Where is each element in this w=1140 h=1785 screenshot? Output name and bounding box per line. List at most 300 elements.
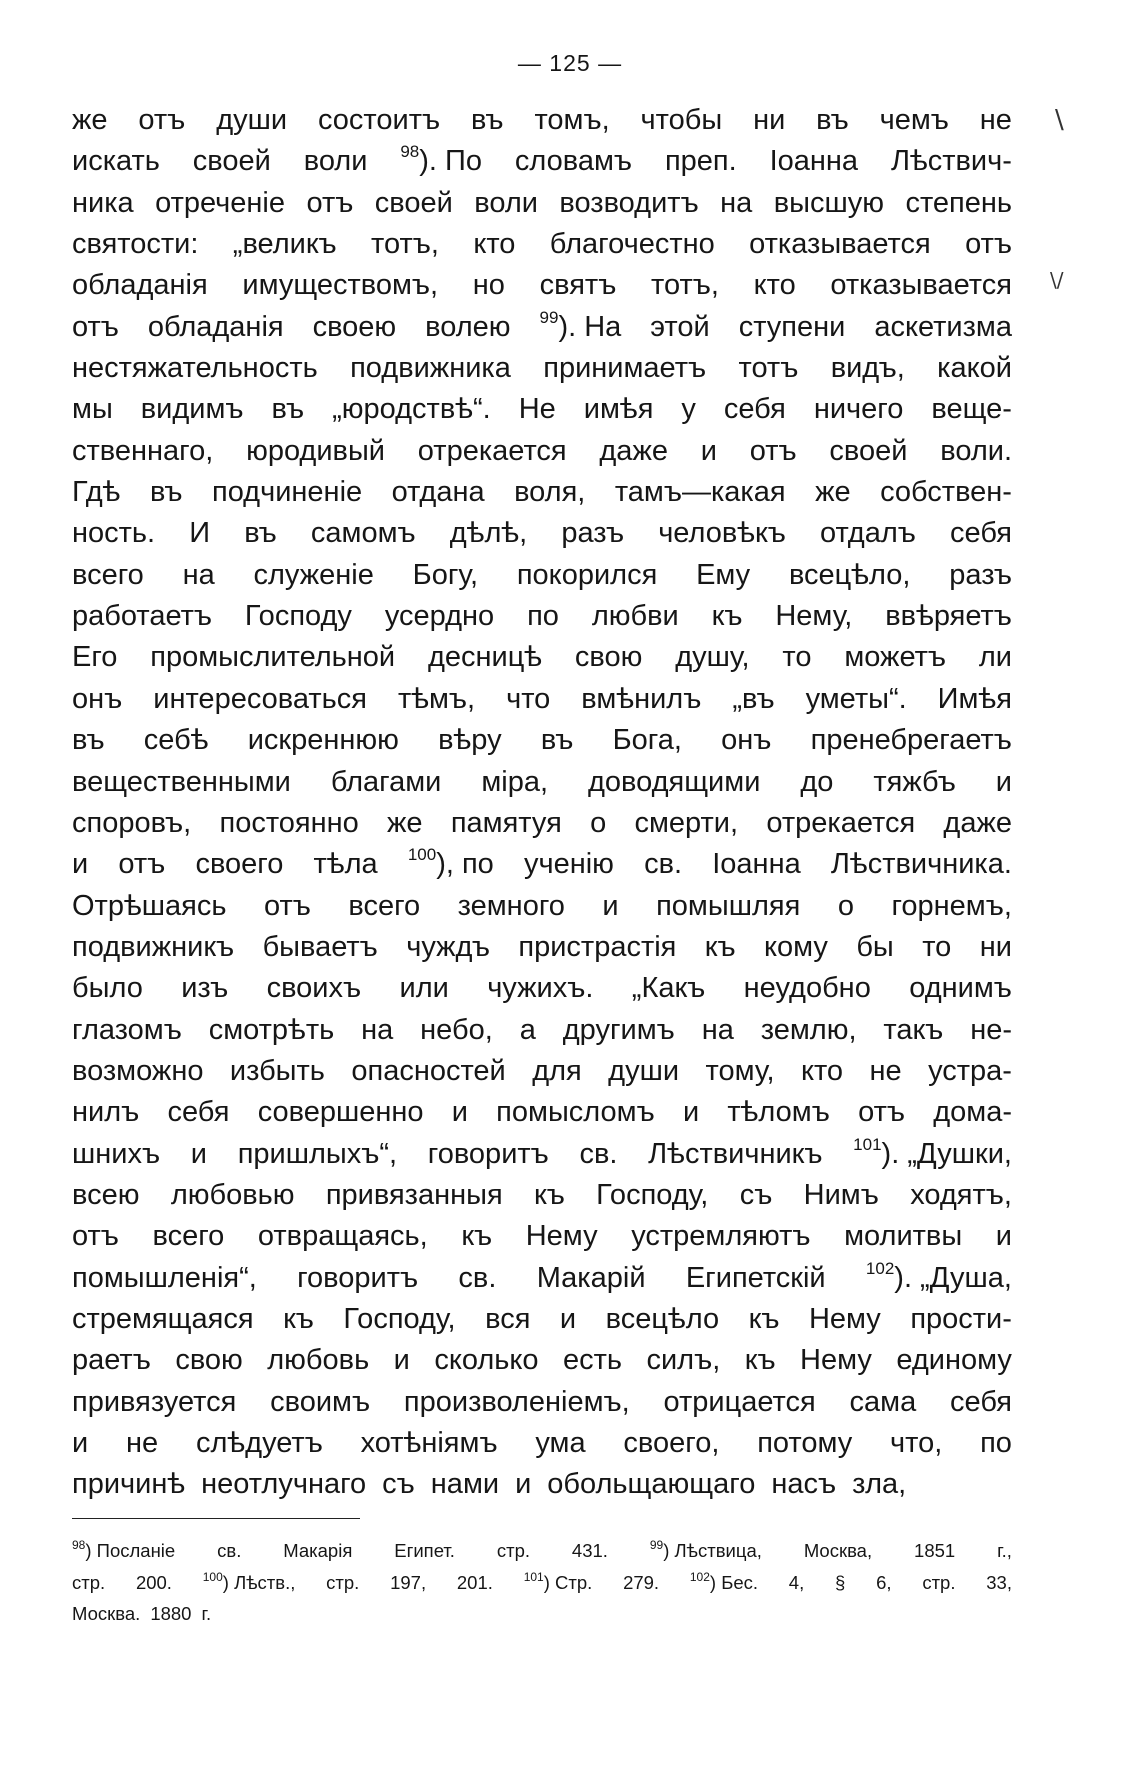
word: въ [149, 476, 183, 509]
word: себя [950, 517, 1012, 550]
word: можетъ [844, 641, 947, 674]
word: устремляютъ [631, 1220, 811, 1253]
word: разъ [949, 558, 1012, 591]
word: стр. [326, 1571, 360, 1593]
word: вся [485, 1302, 531, 1335]
word: 6, [876, 1571, 892, 1593]
word: доводящими [587, 765, 761, 798]
word: принимаетъ [543, 352, 707, 385]
word-group [408, 844, 494, 885]
word: ность. [72, 517, 156, 550]
word: Нимъ [803, 1178, 879, 1211]
word: отъ [72, 310, 119, 343]
word: и [602, 889, 619, 922]
word: тотъ, [371, 228, 439, 261]
word: ). На [558, 310, 622, 343]
body-line [72, 1051, 1012, 1092]
word: отъ [306, 186, 354, 219]
word: себя [950, 1385, 1012, 1418]
word: любовью [170, 1178, 295, 1211]
word: привязанныя [325, 1178, 503, 1211]
word: Египет. [394, 1540, 455, 1561]
word: прости- [910, 1302, 1012, 1335]
word: къ [744, 1344, 776, 1377]
word: онъ [72, 682, 123, 715]
word: однимъ [909, 972, 1012, 1005]
word: возможно [72, 1054, 204, 1087]
word: степень [905, 186, 1012, 219]
body-line [72, 803, 1012, 844]
word: до [800, 765, 834, 798]
word: св. [217, 1540, 242, 1561]
footnote-ref: 101 [853, 1134, 882, 1154]
body-line [72, 389, 1012, 430]
body-line [72, 100, 1012, 141]
word: не [979, 104, 1012, 136]
word: Нему, [775, 600, 853, 633]
word: ввѣряетъ [885, 600, 1012, 633]
word-group [400, 141, 482, 182]
word-group [650, 1535, 762, 1567]
word: души [608, 1054, 680, 1087]
word: Господу, [343, 1302, 456, 1335]
body-line [72, 1382, 1012, 1423]
body-line [72, 762, 1012, 803]
word: отказывается [749, 228, 931, 261]
word: всего [348, 889, 421, 922]
word: имѣя [583, 393, 654, 426]
word: томъ, [534, 104, 610, 136]
word: и [515, 1468, 532, 1501]
word: какой [937, 352, 1012, 385]
word: чуждъ [406, 930, 490, 963]
word: говоритъ [297, 1261, 419, 1294]
word: устра- [928, 1054, 1012, 1087]
word: въ [72, 724, 105, 757]
body-line [72, 265, 1012, 306]
word: 201. [456, 1571, 493, 1593]
word: кто [473, 228, 516, 261]
word: къ [461, 1220, 493, 1253]
word: отвращаясь, [257, 1220, 428, 1253]
word: аскетизма [874, 310, 1012, 343]
word: не [126, 1427, 159, 1459]
word: всецѣло, [788, 558, 911, 591]
word: ) Стр. [543, 1571, 593, 1593]
word: Нему [800, 1344, 872, 1377]
word: Имѣя [937, 682, 1012, 715]
word: воли. [940, 434, 1012, 467]
word: святости: [72, 228, 199, 261]
word: говоритъ [427, 1137, 549, 1170]
word: землю, [760, 1013, 857, 1046]
word: своей [829, 434, 908, 467]
footnote-ref: 102 [689, 1569, 710, 1584]
word: всецѣло [605, 1302, 720, 1335]
word: воли [303, 145, 368, 178]
word: видимъ [140, 393, 244, 426]
word: и [393, 1344, 410, 1377]
word: тѣмъ, [397, 682, 476, 715]
body-line [72, 1216, 1012, 1257]
word: Его [72, 641, 118, 674]
word: на [361, 1013, 394, 1046]
word: было [72, 972, 143, 1005]
word: Не [518, 393, 556, 426]
word: всею [72, 1178, 140, 1211]
word: возводитъ [559, 186, 699, 219]
word: нами [430, 1468, 500, 1501]
word: даже [599, 434, 668, 467]
word: по [980, 1427, 1012, 1459]
word: 1880 [150, 1603, 192, 1624]
word: отъ [72, 1220, 119, 1253]
word: нестяжательность [72, 352, 318, 385]
body-line [72, 886, 1012, 927]
word: и [72, 848, 89, 881]
word: Іоанна [769, 145, 859, 178]
word-group [866, 1258, 1012, 1299]
body-line [72, 555, 1012, 596]
word: этой [650, 310, 710, 343]
word: г., [997, 1540, 1012, 1561]
word: обладанія [147, 310, 284, 343]
word: отъ [118, 848, 166, 881]
word: же [387, 806, 423, 839]
word: 197, [390, 1571, 427, 1593]
word: воли [474, 186, 538, 219]
word: вещественными [72, 765, 291, 798]
word: совершенно [257, 1096, 424, 1129]
word: своихъ [266, 972, 362, 1005]
body-line [72, 1010, 1012, 1051]
word: тяжбъ [873, 765, 956, 798]
word: Лѣствичника. [830, 848, 1012, 881]
word: о [590, 806, 607, 839]
word: и [559, 1302, 577, 1335]
word: своею [312, 310, 397, 343]
word: вѣру [438, 724, 502, 757]
word-group [203, 1567, 296, 1599]
word: въ [244, 517, 277, 550]
word: всего [72, 558, 144, 591]
word-group [540, 307, 622, 348]
word: ни [753, 104, 786, 136]
word: отъ [263, 889, 311, 922]
word: всего [152, 1220, 225, 1253]
word: произволеніемъ, [403, 1385, 630, 1418]
word: но [472, 269, 505, 302]
word: потому [757, 1427, 853, 1459]
word: въ [540, 724, 574, 757]
footnote-line [72, 1598, 1012, 1630]
word: ), по [436, 848, 494, 881]
word: даже [943, 806, 1012, 839]
word: и [451, 1096, 468, 1129]
word: своимъ [270, 1385, 371, 1418]
word: И [189, 517, 211, 550]
word: тѣломъ [727, 1096, 830, 1129]
footnote-rule [72, 1518, 360, 1519]
body-line [72, 431, 1012, 472]
word: и [995, 765, 1012, 798]
word: изъ [181, 972, 229, 1005]
body-line [72, 224, 1012, 265]
body-line [72, 637, 1012, 678]
word: тамъ—какая [614, 476, 786, 509]
word: Москва, [803, 1540, 873, 1561]
footnote-ref: 98 [400, 142, 420, 162]
word: самомъ [310, 517, 416, 550]
word: и [72, 1427, 89, 1459]
footnote-ref: 101 [523, 1569, 544, 1584]
word: ) Лѣствица, [663, 1540, 762, 1561]
word: Іоанна [712, 848, 801, 881]
word: въ [271, 393, 305, 426]
body-line [72, 472, 1012, 513]
word: свою [175, 1344, 243, 1377]
word: ника [72, 186, 134, 219]
word: уметы“. [805, 682, 907, 715]
word-group [524, 1567, 593, 1599]
body-line [72, 513, 1012, 554]
word: бываетъ [262, 930, 378, 963]
word: имуществомъ, [242, 269, 439, 302]
body-line [72, 844, 1012, 885]
word: любовь [267, 1344, 370, 1377]
word: отдалъ [819, 517, 916, 550]
footnote-ref: 102 [865, 1258, 895, 1278]
word: ). „Душки, [881, 1137, 1012, 1170]
word: отказывается [830, 269, 1012, 302]
word: постоянно [219, 806, 359, 839]
body-line [72, 968, 1012, 1009]
word: на [720, 186, 753, 219]
word: св. [644, 848, 683, 881]
word: ственнаго, [72, 434, 214, 467]
word: міра, [481, 765, 549, 798]
word: Москва. [72, 1603, 141, 1624]
word: искать [72, 145, 160, 178]
word: есть [562, 1344, 623, 1377]
word: отъ [749, 434, 797, 467]
word: подчиненіе [211, 476, 363, 509]
word: другимъ [562, 1013, 675, 1046]
word: на [701, 1013, 734, 1046]
word: Макарій [536, 1261, 646, 1294]
word: нилъ [72, 1096, 140, 1129]
word: себя [167, 1096, 230, 1129]
word: стр. [496, 1540, 531, 1561]
word: усердно [384, 600, 495, 633]
body-line [72, 1299, 1012, 1340]
word: Бога, [612, 724, 682, 757]
word: и [700, 434, 717, 467]
word: въ [816, 104, 849, 136]
word: опасностей [351, 1054, 506, 1087]
word: Ему [696, 558, 751, 591]
word: съ [382, 1468, 415, 1501]
word: стр. [922, 1571, 956, 1593]
word: то [922, 930, 952, 963]
word: зла, [852, 1468, 907, 1501]
word: ли [978, 641, 1012, 674]
word: ) Посланіе [85, 1540, 176, 1561]
word: 200. [135, 1571, 172, 1593]
word: стремящаяся [72, 1302, 254, 1335]
word: единому [896, 1344, 1012, 1377]
word: чужихъ. [487, 972, 594, 1005]
word: пристрастія [518, 930, 677, 963]
word: слѣдуетъ [195, 1427, 323, 1459]
body-line [72, 307, 1012, 348]
word: интересоваться [153, 682, 367, 715]
word: ). „Душа, [894, 1261, 1012, 1294]
word: мы [72, 393, 113, 426]
margin-mark-1: \ [1055, 105, 1064, 135]
word: Лѣствич- [890, 145, 1012, 178]
word: искреннюю [247, 724, 399, 757]
word: отрекается [417, 434, 567, 467]
word: ). По [419, 145, 482, 178]
word: 279. [623, 1571, 660, 1593]
word: бы [856, 930, 894, 963]
word: Макарія [283, 1540, 353, 1561]
word: въ [470, 104, 504, 136]
word: десницѣ [427, 641, 543, 674]
word: волею [425, 310, 511, 343]
word: ни [979, 930, 1012, 963]
word: причинѣ [72, 1468, 186, 1501]
word: подвижникъ [72, 930, 235, 963]
word: къ [704, 930, 736, 963]
word: отреченіе [155, 186, 286, 219]
word: работаетъ [72, 600, 213, 633]
word: Нему [525, 1220, 598, 1253]
word: вмѣнилъ [581, 682, 702, 715]
word: привязуется [72, 1385, 237, 1418]
body-line [72, 183, 1012, 224]
word: Гдѣ [72, 476, 121, 509]
word: Отрѣшаясь [72, 889, 227, 922]
word: 33, [986, 1571, 1012, 1593]
word: себѣ [143, 724, 209, 757]
word: Богу, [412, 558, 479, 591]
word: помысломъ [496, 1096, 655, 1129]
word: ходятъ, [910, 1178, 1012, 1211]
word: своего, [623, 1427, 720, 1459]
word: о [837, 889, 854, 922]
word: для [532, 1054, 582, 1087]
word: видъ, [830, 352, 905, 385]
word: отдана [391, 476, 485, 509]
word: святъ [539, 269, 617, 302]
word: не [869, 1054, 902, 1087]
body-line [72, 1258, 1012, 1299]
word: г. [201, 1603, 212, 1624]
word: отъ [138, 104, 186, 136]
word: стр. [72, 1571, 106, 1593]
word: избыть [229, 1054, 325, 1087]
word: смерти, [634, 806, 739, 839]
word: словамъ [514, 145, 633, 178]
word: неотлучнаго [201, 1468, 367, 1501]
word: сама [849, 1385, 917, 1418]
word: же [72, 104, 108, 136]
body-line [72, 1464, 1012, 1505]
word: отрекается [766, 806, 916, 839]
footnote-line [72, 1535, 1012, 1567]
word: споровъ, [72, 806, 192, 839]
word: и [682, 1096, 700, 1129]
word: на [182, 558, 215, 591]
page-number: — 125 — [517, 50, 623, 76]
word: тому, [705, 1054, 775, 1087]
body-line [72, 720, 1012, 761]
word: своей [192, 145, 271, 178]
word: своей [374, 186, 453, 219]
word: чемъ [879, 104, 949, 136]
word: веще- [931, 393, 1012, 426]
footnote-ref: 99 [649, 1538, 664, 1552]
word: служеніе [253, 558, 374, 591]
word: пренебрегаетъ [810, 724, 1012, 757]
word: Египетскій [685, 1261, 826, 1294]
word: шнихъ [72, 1137, 161, 1170]
word: § [835, 1571, 846, 1593]
word: „въ [732, 682, 775, 715]
word: своего [195, 848, 284, 881]
word: и [995, 1220, 1012, 1253]
word: къ [283, 1302, 314, 1335]
word: юродивый [246, 434, 386, 467]
footnote-ref: 98 [72, 1538, 86, 1552]
word: къ [711, 600, 743, 633]
word: чтобы [640, 104, 723, 136]
word: же [815, 476, 851, 509]
word: разъ [561, 517, 625, 550]
word: помышленія“, [72, 1261, 257, 1294]
body-line [72, 596, 1012, 637]
word: глазомъ [72, 1013, 182, 1046]
body-line [72, 679, 1012, 720]
footnote-ref: 100 [202, 1569, 223, 1584]
word: „великъ [232, 228, 337, 261]
word: отъ [858, 1096, 905, 1129]
word: онъ [721, 724, 772, 757]
word: ничего [813, 393, 904, 426]
word: Господу [244, 600, 352, 633]
word: высшую [773, 186, 884, 219]
word-group [690, 1567, 758, 1599]
word: у [681, 393, 696, 426]
margin-mark-2: \/ [1050, 268, 1064, 292]
word: силъ, [646, 1344, 721, 1377]
word: горнемъ, [891, 889, 1012, 922]
word: дома- [933, 1096, 1012, 1129]
word: любви [591, 600, 679, 633]
word: молитвы [844, 1220, 963, 1253]
word: Лѣствичникъ [648, 1137, 823, 1170]
body-line [72, 927, 1012, 968]
body-line [72, 1340, 1012, 1381]
word: дѣлѣ, [449, 517, 528, 550]
body-line [72, 1175, 1012, 1216]
word: хотѣніямъ [360, 1427, 498, 1459]
word: кому [764, 930, 828, 963]
word: насъ [771, 1468, 837, 1501]
word: смотрѣть [208, 1013, 335, 1046]
